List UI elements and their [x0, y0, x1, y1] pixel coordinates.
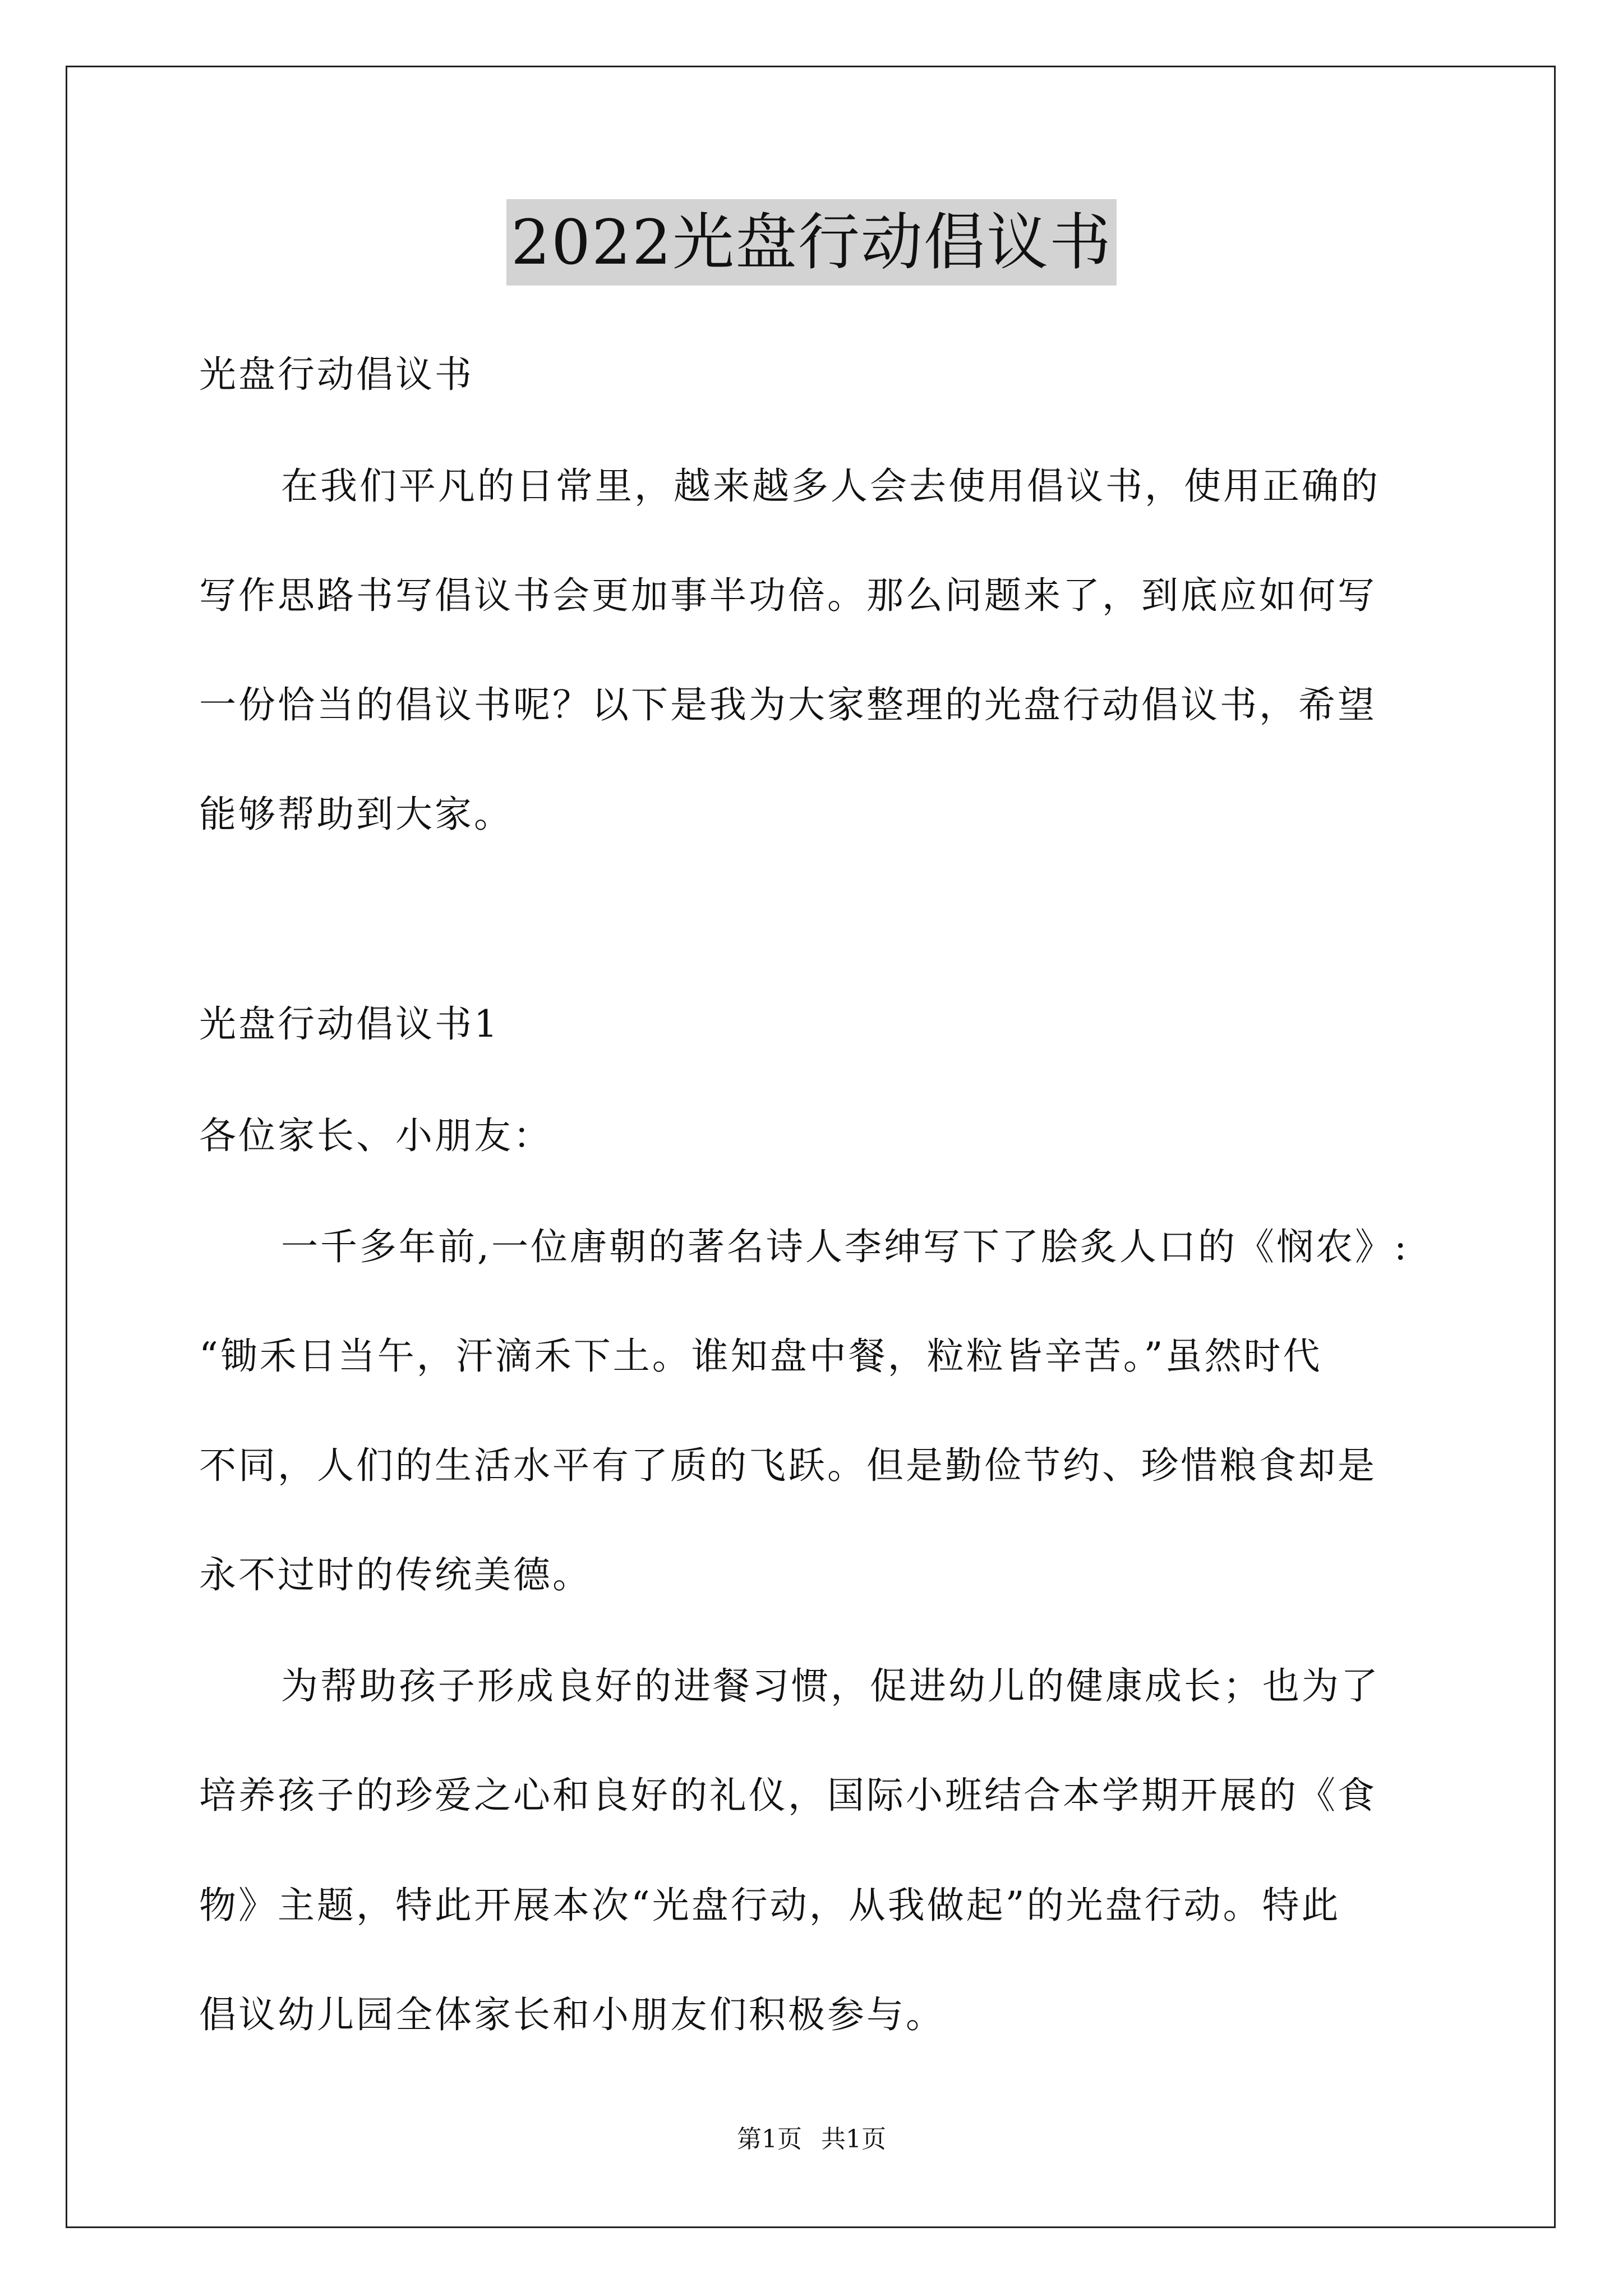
section-heading: 光盘行动倡议书1 — [199, 1002, 500, 1046]
intro-line: 写作思路书写倡议书会更加事半功倍。那么问题来了，到底应如何写 — [199, 574, 1377, 617]
title-block — [0, 199, 1623, 286]
salutation: 各位家长、小朋友： — [199, 1114, 552, 1157]
paragraph-line: 培养孩子的珍爱之心和良好的礼仪，国际小班结合本学期开展的《食 — [199, 1774, 1377, 1817]
subtitle: 光盘行动倡议书 — [199, 353, 474, 396]
paragraph-line: 物》主题，特此开展本次“光盘行动，从我做起”的光盘行动。特此 — [199, 1884, 1341, 1927]
document-title: 2022光盘行动倡议书 — [506, 199, 1117, 286]
paragraph-line: 永不过时的传统美德。 — [199, 1553, 592, 1596]
intro-line: 一份恰当的倡议书呢？以下是我为大家整理的光盘行动倡议书，希望 — [199, 683, 1377, 726]
paragraph-line: “锄禾日当午，汗滴禾下土。谁知盘中餐，粒粒皆辛苦。”虽然时代 — [199, 1335, 1322, 1378]
intro-line: 在我们平凡的日常里，越来越多人会去使用倡议书，使用正确的 — [281, 464, 1380, 508]
paragraph-line: 为帮助孩子形成良好的进餐习惯，促进幼儿的健康成长；也为了 — [281, 1664, 1380, 1708]
paragraph-line: 一千多年前,一位唐朝的著名诗人李绅写下了脍炙人口的《悯农》: — [281, 1225, 1409, 1268]
paragraph-line: 不同，人们的生活水平有了质的飞跃。但是勤俭节约、珍惜粮食却是 — [199, 1444, 1377, 1487]
paragraph-line: 倡议幼儿园全体家长和小朋友们积极参与。 — [199, 1993, 945, 2036]
page-total: 共1页 — [821, 2125, 886, 2154]
page-number: 第1页 — [737, 2125, 802, 2154]
intro-line: 能够帮助到大家。 — [199, 793, 513, 836]
page-footer — [0, 2124, 1623, 2155]
